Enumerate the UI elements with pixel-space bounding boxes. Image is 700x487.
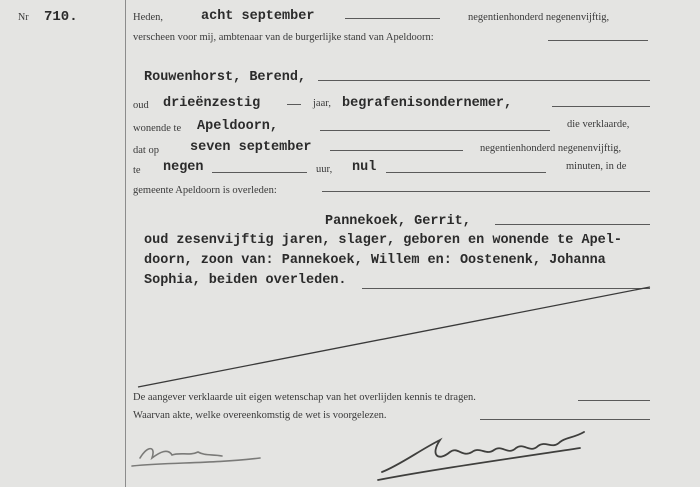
gemeente-line: gemeente Apeldoorn is overleden: xyxy=(133,185,277,196)
deceased-details-line-3: Sophia, beiden overleden. xyxy=(144,273,347,288)
declarant-age: drieënzestig xyxy=(163,96,261,111)
intro-label: Heden, xyxy=(133,12,164,23)
jaar-label: jaar, xyxy=(313,98,331,109)
record-number-label: Nr xyxy=(18,12,29,23)
te-label: te xyxy=(133,165,141,176)
deceased-details-line-1: oud zesenvijftig jaren, slager, geboren en wonende te Apel- xyxy=(144,233,622,248)
declarant-occupation: begrafenisondernemer, xyxy=(342,96,513,111)
death-date: seven september xyxy=(190,140,312,155)
declarant-residence: Apeldoorn, xyxy=(197,119,279,134)
uur-label: uur, xyxy=(316,164,333,175)
deceased-details-line-2: doorn, zoon van: Pannekoek, Willem en: Oostenenk, Johanna xyxy=(144,253,606,268)
death-minutes: nul xyxy=(352,160,377,175)
residing-label: wonende te xyxy=(133,123,182,134)
declares-label: die verklaarde, xyxy=(567,119,630,130)
declarant-name: Rouwenhorst, Berend, xyxy=(144,70,307,85)
closing-line-1: De aangever verklaarde uit eigen wetenschap van het overlijden kennis te dragen. xyxy=(133,392,476,403)
death-hour: negen xyxy=(163,160,204,175)
appeared-line: verscheen voor mij, ambtenaar van de burgerlijke stand van Apeldoorn: xyxy=(133,32,434,43)
minuten-label: minuten, in de xyxy=(566,161,627,172)
dat-op-label: dat op xyxy=(133,145,159,156)
record-number: 710. xyxy=(44,9,78,25)
death-year-label: negentienhonderd negenenvijftig, xyxy=(480,143,622,154)
registration-date: acht september xyxy=(201,9,315,24)
age-label: oud xyxy=(133,100,149,111)
closing-line-2: Waarvan akte, welke overeenkomstig de wet is voorgelezen. xyxy=(133,410,387,421)
deceased-name: Pannekoek, Gerrit, xyxy=(325,214,471,229)
year-label: negentienhonderd negenenvijftig, xyxy=(468,12,610,23)
